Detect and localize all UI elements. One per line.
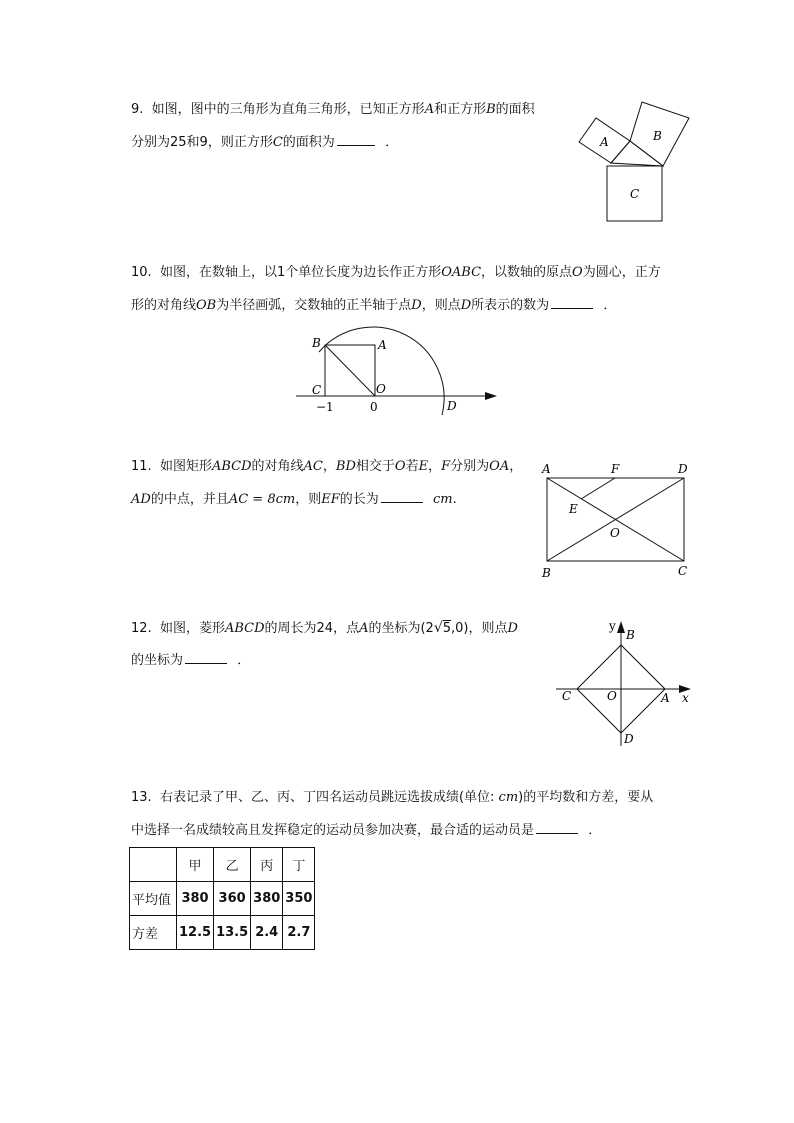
q9-line-1 (131, 101, 535, 119)
q12-coord-open: (2 (420, 621, 434, 636)
tick-neg1: −1 (316, 400, 334, 414)
q11-unit: cm (433, 492, 453, 507)
table-header-cell: 甲 (177, 848, 214, 882)
q12-var-d: D (507, 621, 518, 636)
q11-text: ，则 (295, 492, 322, 507)
q12-figure (552, 618, 697, 753)
q12-period: ． (237, 653, 251, 668)
label-d: D (624, 732, 634, 746)
q9-var-a: A (424, 102, 435, 117)
table-header-cell (130, 848, 177, 882)
q13-answer-blank[interactable] (536, 821, 578, 834)
label-a: A (661, 691, 670, 705)
q10-text: 为半径画弧，交数轴的正半轴于点 (216, 298, 412, 313)
label-b: B (626, 628, 635, 642)
q11-var-ef: EF (321, 492, 340, 507)
q13-line-2 (131, 821, 601, 840)
q11-period: . (452, 492, 457, 507)
label-o: O (610, 526, 620, 540)
y-arrow (617, 621, 625, 633)
table-cell: 380 (177, 882, 214, 916)
label-b: B (653, 129, 662, 143)
q11-line-2 (131, 490, 457, 509)
table-header-cell: 乙 (214, 848, 251, 882)
q13-text: )的平均数和方差，要从 (518, 790, 654, 805)
q12-coordinate (420, 621, 468, 636)
table-cell: 2.7 (283, 916, 315, 950)
q10-period: ． (603, 298, 617, 313)
table-cell: 380 (251, 882, 283, 916)
q10-text: ，则点 (421, 298, 461, 313)
sqrt-arg: 5 (442, 621, 452, 636)
q9-text: 的面积为 (282, 135, 335, 150)
q11-text: ， (509, 459, 523, 474)
table-header-cell: 丙 (251, 848, 283, 882)
q9-text: 如图，图中的三角形为直角三角形，已知正方形 (151, 102, 425, 117)
q10-answer-blank[interactable] (551, 296, 593, 309)
q12-answer-blank[interactable] (185, 651, 227, 664)
q13-period: ． (588, 823, 602, 838)
right-triangle (611, 141, 663, 166)
q12-line-2 (131, 651, 250, 670)
q12-text: 的坐标为 (131, 653, 184, 668)
q13-number: 13. (131, 790, 152, 805)
q10-text: 形的对角线 (131, 298, 197, 313)
q11-text: ， (428, 459, 442, 474)
q11-var-oa: OA (489, 459, 510, 474)
q11-text: ， (322, 459, 336, 474)
label-a: A (542, 462, 551, 476)
q11-text: 的中点，并且 (150, 492, 229, 507)
segment-ef (581, 478, 615, 499)
label-d: D (678, 462, 688, 476)
q11-text: 若 (405, 459, 419, 474)
q11-answer-blank[interactable] (381, 490, 423, 503)
q10-line-2 (131, 296, 616, 315)
q12-number: 12. (131, 621, 152, 636)
q10-number: 10. (131, 265, 152, 280)
q11-text: 的对角线 (251, 459, 304, 474)
q9-number: 9. (131, 102, 144, 117)
q11-var-bd: BD (335, 459, 356, 474)
q11-var-e: E (418, 459, 429, 474)
table-cell: 13.5 (214, 916, 251, 950)
q9-var-b: B (486, 102, 496, 117)
diagonal-ob (325, 345, 375, 396)
q9-text: 和正方形 (434, 102, 487, 117)
q10-var-d: D (411, 298, 422, 313)
q9-period: ． (385, 135, 399, 150)
tick-0: 0 (370, 400, 378, 414)
q11-number: 11. (131, 459, 152, 474)
label-c: C (678, 564, 688, 578)
q10-text: ，以数轴的原点 (481, 265, 573, 280)
q10-text: 所表示的数为 (471, 298, 550, 313)
q10-text: 如图，在数轴上，以1个单位长度为边长作正方形 (159, 265, 442, 280)
label-y: y (609, 619, 616, 633)
label-c: C (630, 187, 640, 201)
q11-text: 如图矩形 (159, 459, 212, 474)
q11-var-ad: AD (131, 492, 151, 507)
label-x: x (682, 691, 689, 705)
q10-var-o: O (572, 265, 583, 280)
q10-var-d: D (460, 298, 472, 313)
q11-text: 分别为 (450, 459, 490, 474)
q12-text: 的周长为24，点 (264, 621, 360, 636)
row-label: 平均值 (130, 882, 177, 916)
q11-line-1 (131, 458, 522, 476)
label-d: D (447, 399, 457, 413)
q9-figure (575, 100, 700, 225)
q12-coord-close: ,0) (451, 621, 469, 636)
q10-var-oabc: OABC (441, 265, 482, 280)
q9-text: 的面积 (495, 102, 535, 117)
q13-unit: cm (498, 790, 519, 805)
q10-figure (290, 320, 505, 420)
arrow-head (485, 392, 497, 400)
q10-var-ob: OB (196, 298, 217, 313)
table-cell: 360 (214, 882, 251, 916)
q12-var-abcd: ABCD (224, 621, 265, 636)
table-header-cell: 丁 (283, 848, 315, 882)
label-e: E (569, 502, 578, 516)
label-o: O (376, 382, 386, 396)
table-row (130, 916, 315, 950)
q9-text: 分别为25和9，则正方形 (131, 135, 273, 150)
q12-text: 如图，菱形 (159, 621, 225, 636)
q10-text: 为圆心，正方 (582, 265, 661, 280)
q12-line-1 (131, 619, 518, 638)
q13-text: 中选择一名成绩较高且发挥稳定的运动员参加决赛，最合适的运动员是 (131, 823, 535, 838)
q9-answer-blank[interactable] (337, 133, 375, 146)
q12-text: 的坐标为 (368, 621, 421, 636)
label-a: A (600, 135, 609, 149)
label-b: B (312, 336, 321, 350)
q13-line-1 (131, 789, 653, 807)
q12-text: ，则点 (468, 621, 508, 636)
scores-table (129, 847, 315, 950)
sqrt-sign: √ (433, 620, 443, 636)
q10-line-1 (131, 264, 661, 282)
q11-var-f: F (441, 459, 451, 474)
label-a: A (378, 338, 387, 352)
q11-var-ac: AC (303, 459, 323, 474)
label-c: C (562, 689, 572, 703)
q9-var-c: C (272, 135, 283, 150)
q12-var-a: A (359, 621, 369, 636)
q11-var-eq: AC = 8cm (228, 492, 296, 507)
label-b: B (542, 566, 551, 580)
q11-text: 的长为 (339, 492, 379, 507)
table-cell: 12.5 (177, 916, 214, 950)
row-label: 方差 (130, 916, 177, 950)
table-cell: 350 (283, 882, 315, 916)
q11-var-abcd: ABCD (211, 459, 252, 474)
label-c: C (312, 383, 322, 397)
q11-text: 相交于 (355, 459, 395, 474)
table-cell: 2.4 (251, 916, 283, 950)
label-o: O (607, 689, 617, 703)
q11-figure (536, 460, 696, 582)
q9-line-2 (131, 133, 398, 152)
table-row (130, 882, 315, 916)
label-f: F (611, 462, 620, 476)
q13-text: 右表记录了甲、乙、丙、丁四名运动员跳远选拔成绩(单位: (159, 790, 495, 805)
table-header-row (130, 848, 315, 882)
q11-var-o: O (394, 459, 406, 474)
